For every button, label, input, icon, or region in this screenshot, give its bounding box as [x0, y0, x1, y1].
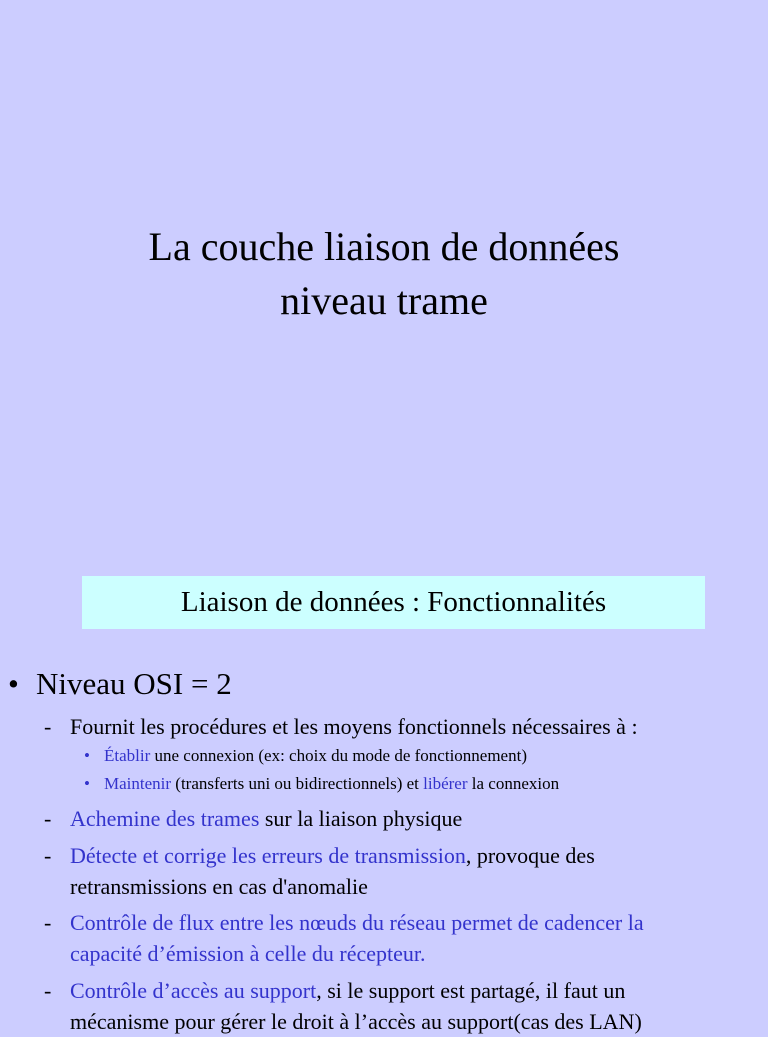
dash-icon: - [44, 806, 52, 831]
main-bullet [8, 664, 232, 704]
highlight-text: Contrôle de flux entre les nœuds du réseau permet de cadencer la [70, 910, 644, 935]
highlight-text: Établir [104, 746, 151, 765]
sub-list-item-text: (transferts uni ou bidirectionnels) et [171, 774, 424, 793]
bullet-icon: • [84, 746, 90, 765]
highlight-text: libérer [423, 774, 468, 793]
list-item-text: , si le support est partagé, il faut un [316, 978, 626, 1003]
bullet-icon: • [84, 774, 90, 793]
list-item-text: mécanisme pour gérer le droit à l’accès au support(cas des LAN) [70, 1009, 642, 1034]
slide-title-line-2: niveau trame [280, 278, 488, 323]
bullet-icon: • [8, 666, 19, 701]
dash-icon: - [44, 843, 52, 868]
list-item-text: retransmissions en cas d'anomalie [70, 874, 368, 899]
slide-title-line-1: La couche liaison de données [148, 224, 620, 269]
highlight-text: Achemine des trames [70, 806, 260, 831]
sub-list-item [84, 742, 764, 770]
sub-list-item [84, 770, 764, 798]
highlight-text: capacité d’émission à celle du récepteur. [70, 941, 426, 966]
highlight-text: Maintenir [104, 774, 172, 793]
highlight-text: Contrôle d’accès au support [70, 978, 317, 1003]
list-item-text: , provoque des [465, 843, 595, 868]
sub-list-item-text: une connexion (ex: choix du mode de fonctionnement) [150, 746, 527, 765]
highlight-text: Détecte et corrige les erreurs de transmission [70, 843, 466, 868]
sub-list-item-text: la connexion [467, 774, 560, 793]
dash-icon: - [44, 978, 52, 1003]
main-bullet-text: Niveau OSI = 2 [36, 666, 232, 701]
list-item-text: Fournit les procédures et les moyens fonctionnels nécessaires à : [70, 714, 638, 739]
dash-icon: - [44, 714, 52, 739]
slide-title [0, 220, 768, 328]
section-header: Liaison de données : Fonctionnalités [82, 576, 705, 629]
dash-icon: - [44, 910, 52, 935]
list-item-text: sur la liaison physique [259, 806, 463, 831]
